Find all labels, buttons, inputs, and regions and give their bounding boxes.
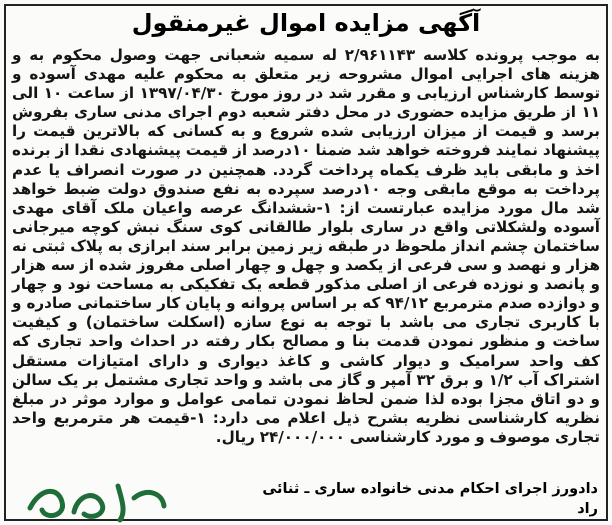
notice-signature: دادورز اجرای احکام مدنی خانواده ساری ـ ثنائی راد xyxy=(262,481,598,517)
notice-body: به موجب پرونده کلاسه ۲/۹۶۱۱۴۳ له سمیه شعبانی جهت وصول محکوم به و هزینه های اجرایی اموال مشروحه زیر متعلق به محکوم علیه مهدی آسوده و توسط کارشناس ارزیابی و مقرر شد در روز مورخ ۱۳۹۷/۰۴/۳۰ از ساعت ۱۰ الی ۱۱ از طریق مزایده حضوری در محل دفتر شعبه دوم اجرای مدنی ساری بفروش برسد و قیمت از میزان ارزیابی شده شروع و به کسانی که بالاترین قیمت را پیشنهاد نمایند فروخته خواهد شد ضمنا ۱۰درصد از قیمت پیشنهادی نقدا از برنده اخذ و مابقی باید ظرف یکماه پرداخت گردد. همچنین در صورت انصراف یا عدم پرداخت به موقع مابقی وجه ۱۰درصد سپرده به نفع صندوق دولت ضبط خواهد شد مال مورد مزایده عبارتست از: ۱-ششدانگ عرصه واعیان ملک آقای مهدی آسوده ولشکلاتی واقع در ساری بلوار طالقانی کوی سنگ نبش کوچه میرجانی ساختمان چشم انداز ملحوظ در طبقه زیر زمین برابر سند ابرازی به پلاک ثبتی نه هزار و نهصد و سی فرعی از یکصد و چهل و چهار اصلی مفروز شده از سه هزار و پانصد و نوزده فرعی از اصلی مذکور قطعه یک تفکیکی به مساحت نود و چهار و دوازده صدم مترمربع ۹۴/۱۲ که بر اساس پروانه و پایان کار ساختمانی صادره و با کاربری تجاری می باشد با توجه به نوع سازه (اسکلت ساختمان) و کیفیت ساخت و منظور نمودن قدمت بنا و مصالح بکار رفته در احداث واحد تجاری که کف واحد سرامیک و دیوار کاشی و کاغذ دیواری و دارای امتیازات مستقل اشتراک آب ۱/۲ و برق ۳۲ آمپر و گاز می باشد و واحد تجاری مشتمل بر یک سالن و دو اتاق مجزا بوده لذا ضمن لحاظ نمودن تمامی عوامل و موارد موثر در مبلغ نظریه کارشناسی نظریه بشرح ذیل اعلام می دارد: ۱-قیمت هر مترمربع واحد تجاری موصوف و مورد کارشناسی ۲۴/۰۰۰/۰۰۰ ریال. xyxy=(12,46,601,446)
notice-title: آگهی مزایده اموال غیرمنقول xyxy=(131,9,481,37)
handwritten-mark xyxy=(22,468,172,524)
